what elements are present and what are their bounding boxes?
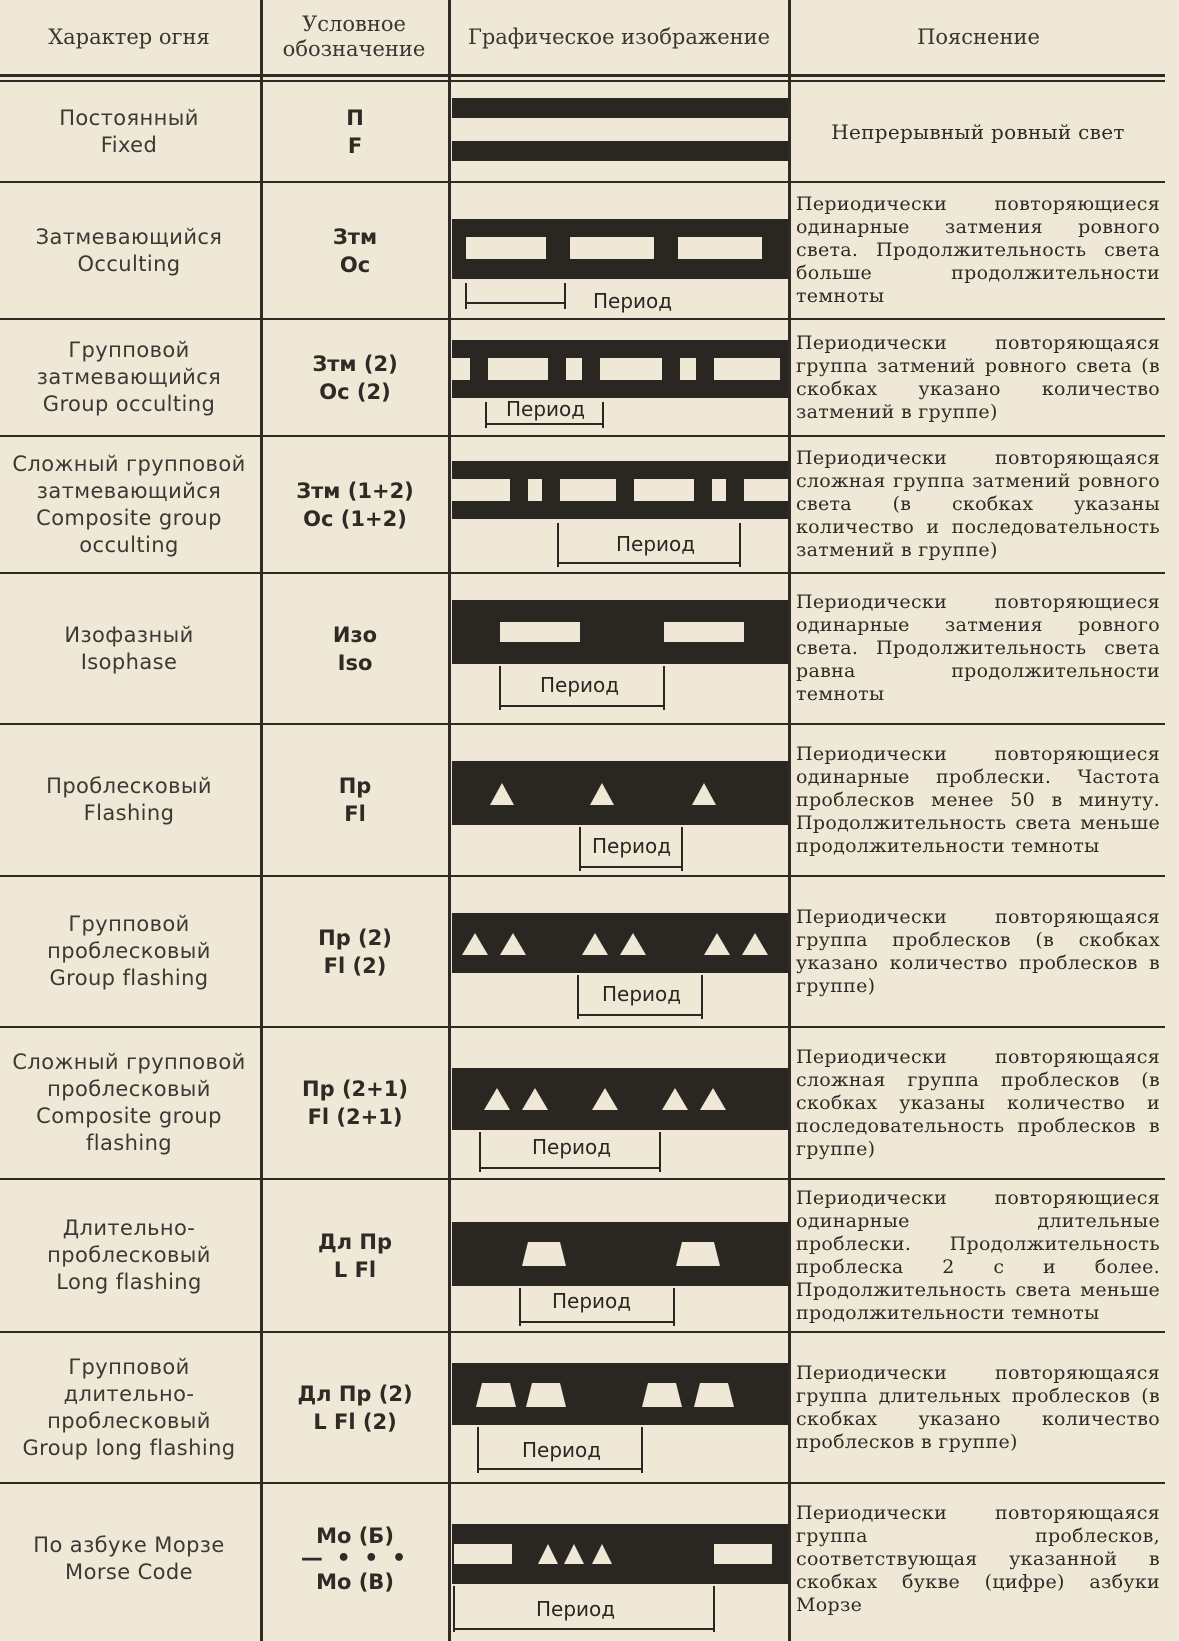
light-phase [634,479,694,501]
designation-cell [262,574,448,723]
light-phase [528,479,542,501]
occulting-diagram [448,183,791,318]
period-label: Период [602,982,682,1006]
designation-ru: Дл Пр (2) [297,1381,413,1406]
character-name-ru: Сложный групповой проблесковый [12,1050,246,1101]
light-phase [712,479,726,501]
character-cell [0,437,258,572]
designation-ru: Пр (2) [318,925,392,950]
long-flash-mark [526,1383,566,1407]
character-name-ru: Групповой длительно-проблесковый [47,1354,211,1433]
character-name-ru: Проблесковый [46,774,212,798]
character-name-ru: Затмевающийся [35,224,223,249]
designation-cell [262,183,448,318]
period-label: Период [552,1289,632,1313]
light-phase [744,479,788,501]
light-phase [466,237,546,259]
character-cell [0,83,258,181]
light-phase [500,622,580,642]
designation-cell [262,1484,448,1634]
designation-en: Fl (2) [323,953,387,978]
designation-ru: Зтм (2) [312,351,398,376]
designation-cell [262,320,448,435]
graphic-cell [448,183,791,318]
character-name-en: Group flashing [49,966,209,990]
long-flash-mark [694,1383,734,1407]
light-phase [664,622,744,642]
designation-cell [262,877,448,1026]
long-flash-mark [476,1383,516,1407]
light-phase [600,358,662,380]
character-name-ru: Изофазный [64,622,194,647]
header-graphic [452,0,786,74]
designation-ru: П [346,106,364,130]
character-cell [0,1333,258,1482]
character-name-en: Flashing [83,801,175,825]
light-phase [566,358,582,380]
designation-ru: Мо (Б) [316,1524,394,1548]
designation-en: Oc [339,252,371,277]
character-name-ru: По азбуке Морзе [33,1533,225,1557]
long-flashing-diagram [448,1180,791,1331]
character-cell [0,183,258,318]
isophase-diagram [448,574,791,723]
light-phase [714,358,780,380]
graphic-cell [448,1484,791,1634]
morse-pattern: — • • • [300,1546,410,1571]
character-cell [0,1180,258,1331]
graphic-cell [448,1180,791,1331]
fixed-light-diagram [448,83,791,181]
designation-cell [262,1333,448,1482]
designation-ru: Изо [332,622,378,647]
period-label: Период [506,397,586,421]
designation-en: Oc (1+2) [303,506,407,531]
character-name-en: Fixed [100,133,158,157]
explanation-cell [796,183,1160,318]
graphic-cell [448,320,791,435]
designation-cell [262,725,448,875]
designation-en: Iso [337,650,373,675]
graphic-cell [448,877,791,1026]
explanation-text: Периодически повторяющиеся одинарные затмения ровного света. Продолжительность света больше продолжительности темноты [796,193,1160,307]
graphic-cell [448,437,791,572]
period-label: Период [593,289,673,313]
character-name-en: Group occulting [42,392,216,416]
light-phase [680,358,696,380]
character-cell [0,574,258,723]
explanation-cell [796,877,1160,1026]
character-name-en: Isophase [80,649,178,674]
explanation-text: Периодически повторяющиеся одинарные длительные проблески. Продолжительность проблеска 2 с и более. Продолжительность света меньше продолжительности темноты [796,1186,1160,1324]
explanation-text: Непрерывный ровный свет [831,119,1125,144]
character-cell [0,1028,258,1178]
explanation-text: Периодически повторяющаяся сложная группа проблесков (в скобках указаны количество и последовательность проблесков в группе) [796,1045,1160,1160]
explanation-text: Периодически повторяющаяся группа проблесков, соответствующая указанной в скобках букве (цифре) азбуки Морзе [796,1501,1160,1616]
flashing-diagram [448,725,791,875]
period-label: Период [536,1597,616,1621]
header-divider [0,74,1165,77]
designation-en: F [347,134,363,158]
character-name-ru: Групповой затмевающийся [36,338,222,389]
light-band [452,1222,788,1286]
period-label: Период [616,532,696,556]
explanation-text: Периодически повторяющаяся сложная группа затмений ровного света (в скобках указаны количество и последовательность затмений в группе) [796,447,1160,561]
long-flash-mark [642,1383,682,1407]
light-phase [678,237,762,259]
graphic-cell [448,574,791,723]
light-band [452,141,788,161]
light-band [452,913,788,973]
character-name-ru: Постоянный [59,106,199,130]
designation-en: L Fl [333,1257,377,1282]
explanation-cell [796,320,1160,435]
group-long-flashing-diagram [448,1333,791,1482]
long-flash-mark [454,1544,512,1564]
explanation-cell [796,1333,1160,1482]
light-phase [452,358,470,380]
designation-en: Oc (2) [319,379,391,404]
header-graphic-label: Графическое изображение [467,24,771,49]
explanation-cell [796,83,1160,181]
designation-ru: Зтм (1+2) [296,478,414,503]
explanation-cell [796,574,1160,723]
designation-ru: Пр (2+1) [302,1077,408,1101]
character-name-en: Group long flashing [22,1435,236,1460]
character-cell [0,1484,258,1634]
light-phase [570,237,654,259]
long-flash-mark [714,1544,772,1564]
light-band [452,98,788,118]
designation-en: Fl (2+1) [307,1105,403,1129]
character-name-en: Composite group occulting [36,505,222,557]
graphic-cell [448,1028,791,1178]
character-name-en: Morse Code [65,1560,193,1584]
explanation-text: Периодически повторяющаяся группа длительных проблесков (в скобках указано количество проблесков в группе) [796,1361,1160,1453]
character-name-ru: Групповой проблесковый [47,912,211,963]
period-label: Период [522,1438,602,1462]
designation-en: Мо (В) [316,1570,394,1594]
character-name-en: Occulting [77,251,181,276]
graphic-cell [448,1333,791,1482]
character-name-ru: Сложный групповой затмевающийся [12,451,246,503]
character-cell [0,320,258,435]
header-divider-double [0,80,1165,82]
period-label: Период [532,1135,612,1159]
character-cell [0,725,258,875]
explanation-text: Периодически повторяющиеся одинарные затмения ровного света. Продолжительность света равна продолжительности темноты [796,591,1160,705]
header-character [0,0,258,74]
composite-group-occulting-diagram [448,437,791,572]
graphic-cell [448,83,791,181]
light-phase [488,358,548,380]
long-flash-mark [522,1242,566,1266]
character-cell [0,877,258,1026]
morse-code-diagram [448,1484,791,1634]
explanation-cell [796,725,1160,875]
explanation-cell [796,437,1160,572]
explanation-cell [796,1484,1160,1634]
header-designation-label: Условное обозначение [282,12,426,61]
explanation-text: Периодически повторяющаяся группа затмений ровного света (в скобках указано количество затмений в группе) [796,331,1160,423]
long-flash-mark [676,1242,720,1266]
light-phase [452,479,510,501]
character-name-ru: Длительно-проблесковый [47,1216,211,1267]
designation-ru: Зтм [332,224,378,249]
composite-group-flashing-diagram [448,1028,791,1178]
group-occulting-diagram [448,320,791,435]
designation-cell [262,1180,448,1331]
header-character-label: Характер огня [48,24,210,49]
period-label: Период [540,673,620,697]
character-name-en: Long flashing [56,1270,202,1294]
designation-cell [262,83,448,181]
explanation-text: Периодически повторяющаяся группа проблесков (в скобках указано количество проблесков в группе) [796,905,1160,997]
light-phase [560,479,616,501]
explanation-cell [796,1028,1160,1178]
header-explanation [792,0,1165,74]
explanation-cell [796,1180,1160,1331]
designation-ru: Пр [338,774,372,798]
designation-cell [262,437,448,572]
designation-cell [262,1028,448,1178]
designation-en: Fl [344,802,366,826]
designation-ru: Дл Пр [317,1229,392,1254]
graphic-cell [448,725,791,875]
character-name-en: Composite group flashing [36,1104,222,1155]
group-flashing-diagram [448,877,791,1026]
period-label: Период [592,834,672,858]
designation-en: L Fl (2) [313,1409,397,1434]
explanation-text: Периодически повторяющиеся одинарные проблески. Частота проблесков менее 50 в минуту. Продолжительность света меньше продолжительности темноты [796,742,1160,857]
header-explanation-label: Пояснение [917,24,1040,49]
header-designation [270,0,438,74]
